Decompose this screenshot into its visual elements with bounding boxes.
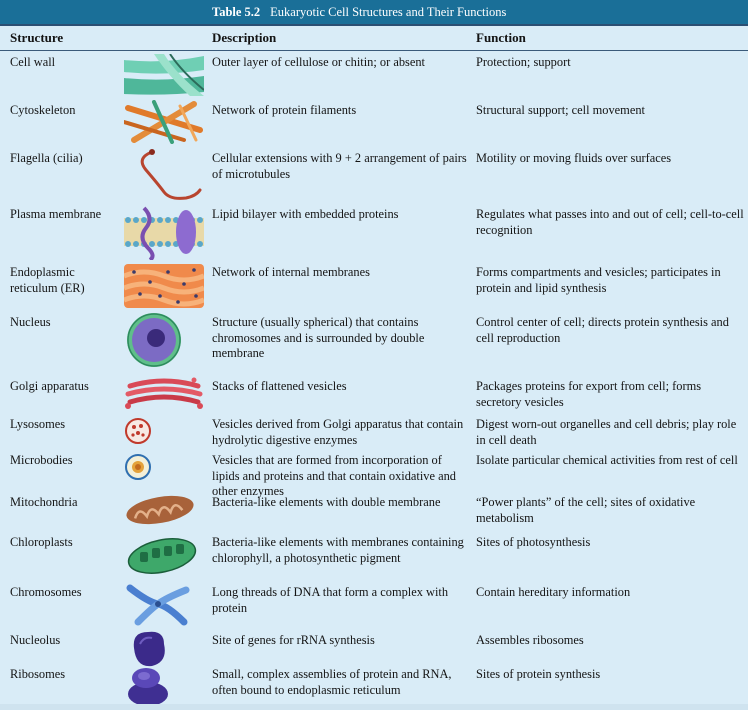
structure-cell: Chromosomes bbox=[10, 585, 82, 599]
table-row bbox=[0, 532, 748, 582]
function-cell: Protection; support bbox=[476, 55, 571, 69]
structure-cell: Ribosomes bbox=[10, 667, 66, 681]
function-cell: Assembles ribosomes bbox=[476, 633, 584, 647]
description-cell: Structure (usually spherical) that contains chromosomes and is surrounded by double membrane bbox=[212, 315, 425, 360]
header-function: Function bbox=[476, 30, 526, 45]
structure-cell: Plasma membrane bbox=[10, 207, 102, 221]
header-structure: Structure bbox=[10, 30, 64, 45]
function-cell: Control center of cell; directs protein synthesis and cell reproduction bbox=[476, 315, 729, 345]
bottom-edge bbox=[0, 704, 748, 710]
table-row bbox=[0, 492, 748, 532]
function-cell: Digest worn-out organelles and cell debris; play role in cell death bbox=[476, 417, 737, 447]
function-cell: Regulates what passes into and out of cell; cell-to-cell recognition bbox=[476, 207, 744, 237]
structure-cell: Golgi apparatus bbox=[10, 379, 89, 393]
lysosome-icon bbox=[124, 416, 204, 446]
description-cell: Site of genes for rRNA synthesis bbox=[212, 633, 375, 647]
description-cell: Cellular extensions with 9 + 2 arrangement of pairs of microtubules bbox=[212, 151, 467, 181]
function-cell: “Power plants” of the cell; sites of oxidative metabolism bbox=[476, 495, 696, 525]
table-header bbox=[0, 26, 748, 51]
cell-wall-icon bbox=[124, 54, 204, 96]
function-cell: Contain hereditary information bbox=[476, 585, 631, 599]
table-number: Table 5.2 bbox=[212, 5, 261, 19]
structure-cell: Chloroplasts bbox=[10, 535, 73, 549]
description-cell: Vesicles derived from Golgi apparatus that contain hydrolytic digestive enzymes bbox=[212, 417, 464, 447]
function-cell: Sites of photosynthesis bbox=[476, 535, 591, 549]
description-cell: Network of protein filaments bbox=[212, 103, 357, 117]
structure-cell: Microbodies bbox=[10, 453, 73, 467]
cytoskeleton-icon bbox=[124, 100, 204, 144]
function-cell: Forms compartments and vesicles; participates in protein and lipid synthesis bbox=[476, 265, 721, 295]
table-title-bar bbox=[0, 0, 748, 26]
table-row bbox=[0, 312, 748, 376]
endoplasmic-reticulum-icon bbox=[124, 264, 204, 308]
structure-cell: Flagella (cilia) bbox=[10, 151, 83, 165]
ribosome-icon bbox=[124, 664, 204, 708]
table-row bbox=[0, 100, 748, 148]
structure-cell: Lysosomes bbox=[10, 417, 66, 431]
golgi-icon bbox=[124, 376, 204, 412]
flagellum-icon bbox=[124, 148, 204, 202]
chloroplast-icon bbox=[124, 532, 204, 576]
table-row bbox=[0, 414, 748, 450]
description-cell: Lipid bilayer with embedded proteins bbox=[212, 207, 399, 221]
description-cell: Bacteria-like elements with double membrane bbox=[212, 495, 441, 509]
structure-cell: Mitochondria bbox=[10, 495, 78, 509]
table-row bbox=[0, 630, 748, 666]
description-cell: Outer layer of cellulose or chitin; or absent bbox=[212, 55, 425, 69]
function-cell: Structural support; cell movement bbox=[476, 103, 645, 117]
description-cell: Bacteria-like elements with membranes containing chlorophyll, a photosynthetic pigment bbox=[212, 535, 464, 565]
structure-cell: Cytoskeleton bbox=[10, 103, 76, 117]
description-cell: Network of internal membranes bbox=[212, 265, 370, 279]
mitochondrion-icon bbox=[124, 492, 204, 526]
plasma-membrane-icon bbox=[124, 204, 204, 260]
function-cell: Isolate particular chemical activities from rest of cell bbox=[476, 453, 738, 467]
nucleus-icon bbox=[124, 312, 204, 368]
table-title: Eukaryotic Cell Structures and Their Functions bbox=[270, 5, 507, 19]
table-row bbox=[0, 52, 748, 100]
microbody-icon bbox=[124, 452, 204, 482]
function-cell: Motility or moving fluids over surfaces bbox=[476, 151, 672, 165]
structure-cell: Cell wall bbox=[10, 55, 56, 69]
description-cell: Vesicles that are formed from incorporation of lipids and proteins and that contain oxidative and other enzymes bbox=[212, 453, 456, 498]
table-row bbox=[0, 376, 748, 414]
table-row bbox=[0, 582, 748, 632]
description-cell: Long threads of DNA that form a complex with protein bbox=[212, 585, 449, 615]
function-cell: Sites of protein synthesis bbox=[476, 667, 601, 681]
description-cell: Stacks of flattened vesicles bbox=[212, 379, 347, 393]
chromosome-icon bbox=[124, 582, 204, 626]
table-row bbox=[0, 262, 748, 312]
description-cell: Small, complex assemblies of protein and RNA, often bound to endoplasmic reticulum bbox=[212, 667, 452, 697]
table-row bbox=[0, 148, 748, 204]
function-cell: Packages proteins for export from cell; forms secretory vesicles bbox=[476, 379, 702, 409]
structure-cell: Nucleolus bbox=[10, 633, 61, 647]
table-row bbox=[0, 204, 748, 262]
header-description: Description bbox=[212, 30, 277, 45]
structure-cell: Endoplasmic reticulum (ER) bbox=[10, 265, 85, 295]
structure-cell: Nucleus bbox=[10, 315, 51, 329]
